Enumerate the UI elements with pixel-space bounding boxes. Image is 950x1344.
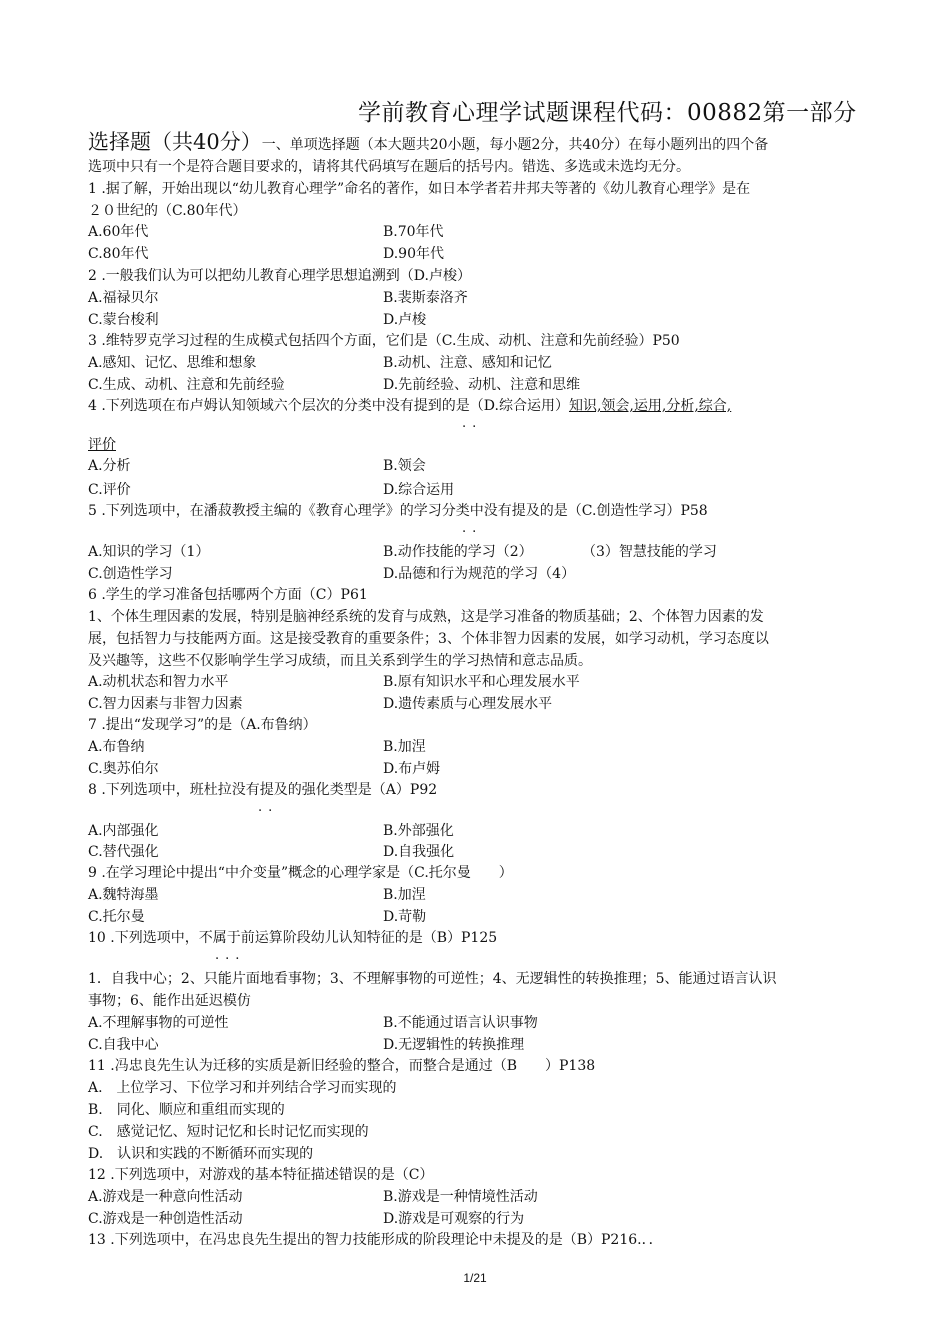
question-10-note-1: 1．自我中心；2、只能片面地看事物；3、不理解事物的可逆性；4、无逻辑性的转换推理；5、能通过语言认识	[88, 971, 777, 987]
question-1: 1 .据了解，开始出现以“幼儿教育心理学”命名的著作，如日本学者若井邦夫等著的《幼儿教育心理学》是在	[88, 181, 751, 197]
question-6-note-2: 展，包括智力与技能两方面。这是接受教育的重要条件；3、个体非智力因素的发展，如学习动机，学习态度以	[88, 631, 769, 647]
q1-option-b: B.70年代	[383, 224, 444, 240]
q12-option-a: A.游戏是一种意向性活动	[88, 1189, 243, 1205]
q5-option-b: B.动作技能的学习（2）	[383, 544, 533, 560]
q5-option-d: D.品德和行为规范的学习（4）	[383, 566, 576, 582]
question-2: 2 .一般我们认为可以把幼儿教育心理学思想追溯到（D.卢梭）	[88, 268, 471, 284]
question-4	[88, 397, 731, 415]
q6-option-b: B.原有知识水平和心理发展水平	[383, 674, 580, 690]
q10-option-c: C.自我中心	[88, 1037, 159, 1053]
q1-option-d: D.90年代	[383, 246, 444, 262]
q5-option-a: A.知识的学习（1）	[88, 544, 210, 560]
q3-option-c: C.生成、动机、注意和先前经验	[88, 377, 285, 393]
q4-option-c: C.评价	[88, 482, 131, 498]
q6-option-c: C.智力因素与非智力因素	[88, 696, 243, 712]
q8-option-c: C.替代强化	[88, 844, 159, 860]
question-3: 3 .维特罗克学习过程的生成模式包括四个方面，它们是（C.生成、动机、注意和先前经验）P50	[88, 333, 680, 349]
q10-option-a: A.不理解事物的可逆性	[88, 1015, 229, 1031]
section-title: 选择题（共40分）	[88, 130, 262, 154]
q10-option-d: D.无逻辑性的转换推理	[383, 1037, 525, 1053]
question-6-note-3: 及兴趣等，这些不仅影响学生学习成绩，而且关系到学生的学习热情和意志品质。	[88, 653, 592, 669]
q2-option-b: B.裴斯泰洛齐	[383, 290, 468, 306]
q4-option-a: A.分析	[88, 458, 131, 474]
q6-option-d: D.遗传素质与心理发展水平	[383, 696, 553, 712]
q12-option-c: C.游戏是一种创造性活动	[88, 1211, 243, 1227]
q3-option-b: B.动机、注意、感知和记忆	[383, 355, 552, 371]
question-6: 6 .学生的学习准备包括哪两个方面（C）P61	[88, 587, 368, 603]
emphasis-dots: ..	[462, 521, 483, 536]
q9-option-b: B.加涅	[383, 887, 426, 903]
question-7: 7 .提出“发现学习”的是（A.布鲁纳）	[88, 717, 317, 733]
question-10: 10 .下列选项中，不属于前运算阶段幼儿认知特征的是（B）P125	[88, 930, 498, 946]
section-heading	[88, 126, 768, 156]
q6-option-a: A.动机状态和智力水平	[88, 674, 229, 690]
q2-option-a: A.福禄贝尔	[88, 290, 159, 306]
q1-option-a: A.60年代	[88, 224, 149, 240]
q2-option-d: D.卢梭	[383, 312, 427, 328]
q7-option-d: D.布卢姆	[383, 761, 441, 777]
q9-option-c: C.托尔曼	[88, 909, 145, 925]
q2-option-c: C.蒙台梭利	[88, 312, 159, 328]
q12-option-d: D.游戏是可观察的行为	[383, 1211, 525, 1227]
q12-option-b: B.游戏是一种情境性活动	[383, 1189, 538, 1205]
q5-option-b-note: （3）智慧技能的学习	[582, 544, 717, 560]
question-9: 9 .在学习理论中提出“中介变量”概念的心理学家是（C.托尔曼 ）	[88, 865, 513, 881]
question-11: 11 .冯忠良先生认为迁移的实质是新旧经验的整合，而整合是通过（B ）P138	[88, 1058, 596, 1074]
q7-option-c: C.奥苏伯尔	[88, 761, 159, 777]
question-4-text: 4 .下列选项在布卢姆认知领域六个层次的分类中没有提到的是（D.综合运用）	[88, 398, 569, 414]
question-1-cont: ２０世纪的（C.80年代）	[88, 203, 247, 219]
q5-option-c: C.创造性学习	[88, 566, 173, 582]
q4-option-b: B.领会	[383, 458, 426, 474]
q7-option-a: A.布鲁纳	[88, 739, 145, 755]
q9-option-d: D.苛勒	[383, 909, 427, 925]
q11-option-b: B. 同化、顺应和重组而实现的	[88, 1102, 285, 1118]
q1-option-c: C.80年代	[88, 246, 149, 262]
emphasis-dots: ..	[258, 800, 279, 815]
question-4-note: 知识,领会,运用,分析,综合,	[568, 398, 732, 414]
q8-option-d: D.自我强化	[383, 844, 455, 860]
document-title: 学前教育心理学试题课程代码：00882第一部分	[358, 100, 857, 126]
emphasis-dots: ...	[215, 948, 246, 963]
q11-option-c: C. 感觉记忆、短时记忆和长时记忆而实现的	[88, 1124, 369, 1140]
q4-option-d: D.综合运用	[383, 482, 455, 498]
question-5: 5 .下列选项中，在潘菽教授主编的《教育心理学》的学习分类中没有提及的是（C.创造性学习）P58	[88, 503, 708, 519]
question-4-note-cont: 评价	[88, 437, 116, 453]
section-instructions: 一、单项选择题（本大题共20小题，每小题2分，共40分）在每小题列出的四个备	[261, 137, 769, 153]
q3-option-a: A.感知、记忆、思维和想象	[88, 355, 257, 371]
q7-option-b: B.加涅	[383, 739, 426, 755]
question-12: 12 .下列选项中，对游戏的基本特征描述错误的是（C）	[88, 1167, 434, 1183]
question-10-note-2: 事物；6、能作出延迟模仿	[88, 993, 251, 1009]
q8-option-a: A.内部强化	[88, 823, 159, 839]
question-13: 13 .下列选项中，在冯忠良先生提出的智力技能形成的阶段理论中未提及的是（B）P216.．．	[88, 1232, 663, 1248]
question-8: 8 .下列选项中，班杜拉没有提及的强化类型是（A）P92	[88, 782, 438, 798]
q10-option-b: B.不能通过语言认识事物	[383, 1015, 538, 1031]
emphasis-dots: ..	[462, 416, 483, 431]
page-number: 1/21	[463, 1271, 487, 1285]
q8-option-b: B.外部强化	[383, 823, 454, 839]
section-instructions-line2: 选项中只有一个是符合题目要求的，请将其代码填写在题后的括号内。错选、多选或未选均无分。	[88, 159, 690, 175]
question-6-note-1: 1、个体生理因素的发展，特别是脑神经系统的发育与成熟，这是学习准备的物质基础；2、个体智力因素的发	[88, 609, 764, 625]
q9-option-a: A.魏特海墨	[88, 887, 159, 903]
q11-option-d: D. 认识和实践的不断循环而实现的	[88, 1146, 314, 1162]
q3-option-d: D.先前经验、动机、注意和思维	[383, 377, 581, 393]
q11-option-a: A. 上位学习、下位学习和并列结合学习而实现的	[88, 1080, 397, 1096]
